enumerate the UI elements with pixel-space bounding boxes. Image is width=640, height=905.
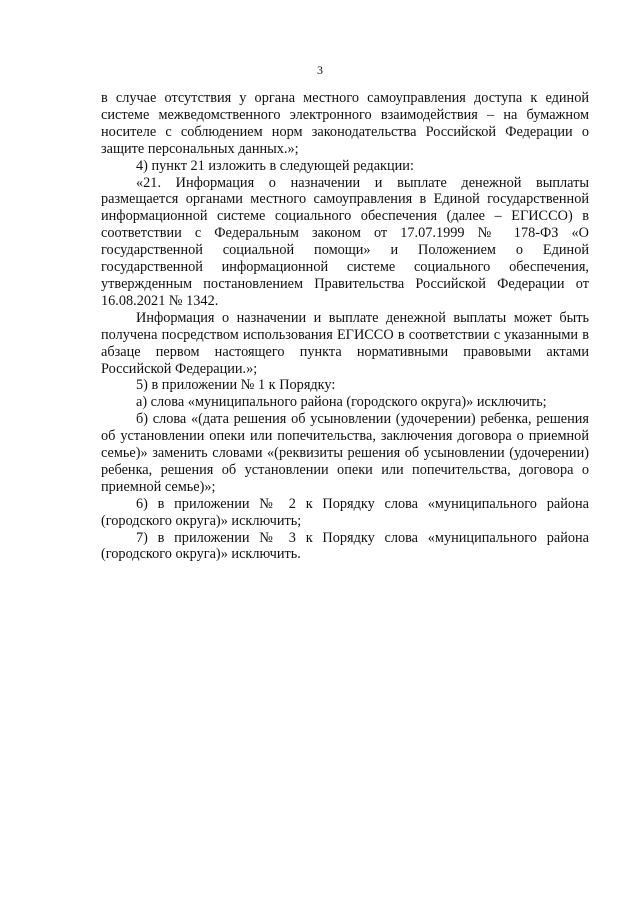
- paragraph: б) слова «(дата решения об усыновлении (удочерении) ребенка, решения об установлении опеки или попечительства, заключения договора о приемной семье)» заменить словами «(реквизиты решения об усыновлении (удочерении) ребенка, решения об установлении опеки или попечительства, договора о приемной семье)»;: [101, 411, 589, 495]
- paragraph: 6) в приложении № 2 к Порядку слова «муниципального района (городского округа)» исключить;: [101, 495, 589, 529]
- page-number: 3: [317, 63, 323, 77]
- paragraph: 7) в приложении № 3 к Порядку слова «муниципального района (городского округа)» исключить.: [101, 529, 589, 563]
- paragraph: 4) пункт 21 изложить в следующей редакции:: [136, 157, 414, 174]
- paragraph: а) слова «муниципального района (городского округа)» исключить;: [136, 394, 547, 411]
- paragraph: Информация о назначении и выплате денежной выплаты может быть получена посредством использования ЕГИССО в соответствии с указанными в абзаце первом настоящего пункта нормативными правовыми актами Российской Федерации.»;: [101, 309, 589, 377]
- document-body: [101, 90, 589, 563]
- paragraph: в случае отсутствия у органа местного самоуправления доступа к единой системе межведомственного электронного взаимодействия – на бумажном носителе с соблюдением норм законодательства Российской Федерации о защите персональных данных.»;: [101, 90, 589, 157]
- paragraph: «21. Информация о назначении и выплате денежной выплаты размещается органами местного самоуправления в Единой государственной информационной системе социального обеспечения (далее – ЕГИССО) в соответствии с Федеральным законом от 17.07.1999 № 178-ФЗ «О государственной социальной помощи» и Положением о Единой государственной информационной системе социального обеспечения, утвержденным постановлением Правительства Российской Федерации от 16.08.2021 № 1342.: [101, 174, 589, 309]
- paragraph: 5) в приложении № 1 к Порядку:: [136, 377, 336, 394]
